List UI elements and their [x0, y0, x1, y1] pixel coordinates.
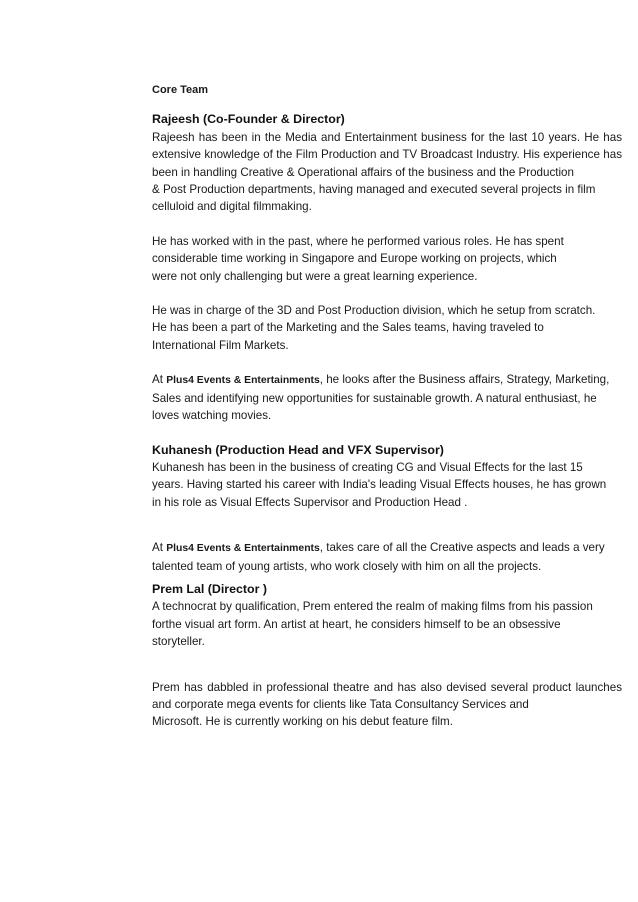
text-line: years. Having started his career with India's leading Visual Effects houses, he has grown [152, 478, 607, 492]
kuhanesh-bio-para2 [152, 539, 622, 575]
section-heading: Core Team [152, 84, 209, 96]
text-line: were not only challenging but were a great learning experience. [152, 269, 478, 283]
text-prefix: At [152, 541, 167, 555]
rajeesh-title: Rajeesh (Co-Founder & Director) [152, 112, 345, 127]
text-line: He has worked with in the past, where he performed various roles. He has spent [152, 234, 564, 248]
rajeesh-bio-para1-main: Rajeesh has been in the Media and Entertainment business for the last 10 years. He has extensive knowledge of the Film Production and TV Broadcast Industry. His experience has been in handling Creative & Operational affairs of the business and the Production [152, 130, 622, 179]
text-line [152, 539, 622, 557]
document-page [152, 82, 622, 731]
kuhanesh-title: Kuhanesh (Production Head and VFX Supervisor) [152, 442, 444, 457]
company-name: Plus4 Events & Entertainments [166, 375, 320, 387]
prem-bio-para2 [152, 679, 622, 714]
kuhanesh-bio-para1 [152, 459, 622, 511]
text-line: talented team of young artists, who work closely with him on all the projects. [152, 559, 542, 573]
text-line [152, 371, 622, 389]
text-line: Sales and identifying new opportunities for sustainable growth. A natural enthusiast, he [152, 391, 597, 405]
text-line: in his role as Visual Effects Supervisor and Production Head . [152, 495, 468, 509]
company-name: Plus4 Events & Entertainments [166, 543, 320, 555]
text-prefix: At [152, 373, 167, 387]
prem-bio-para1 [152, 598, 622, 650]
text-line: considerable time working in Singapore and Europe working on projects, which [152, 252, 557, 266]
text-fragment: , he looks after the Business affairs, Strategy, Marketing, [319, 373, 610, 387]
text-fragment: , takes care of all the Creative aspects and leads a very [319, 541, 605, 555]
text-line: Kuhanesh has been in the business of creating CG and Visual Effects for the last 15 [152, 460, 583, 474]
prem-bio-para2-main: Prem has dabbled in professional theatre and has also devised several product launches and corporate mega events for clients like Tata Consultancy Services and [152, 680, 622, 711]
rajeesh-bio-para2 [152, 233, 622, 285]
text-line: forthe visual art form. An artist at heart, he considers himself to be an obsessive [152, 617, 561, 631]
text-line: International Film Markets. [152, 338, 289, 352]
text-line: He has been a part of the Marketing and the Sales teams, having traveled to [152, 321, 544, 335]
rajeesh-bio-para1 [152, 129, 622, 181]
rajeesh-bio-para1-rest: & Post Production departments, having managed and executed several projects in film celluloid and digital filmmaking. [152, 183, 596, 214]
text-line: storyteller. [152, 635, 205, 649]
prem-bio-para2-last: Microsoft. He is currently working on his debut feature film. [152, 715, 453, 729]
rajeesh-bio-para4 [152, 371, 622, 424]
text-line: A technocrat by qualification, Prem entered the realm of making films from his passion [152, 600, 593, 614]
text-line: loves watching movies. [152, 409, 272, 423]
text-line: He was in charge of the 3D and Post Production division, which he setup from scratch. [152, 304, 596, 318]
prem-title: Prem Lal (Director ) [152, 581, 267, 596]
rajeesh-bio-para3 [152, 302, 622, 354]
